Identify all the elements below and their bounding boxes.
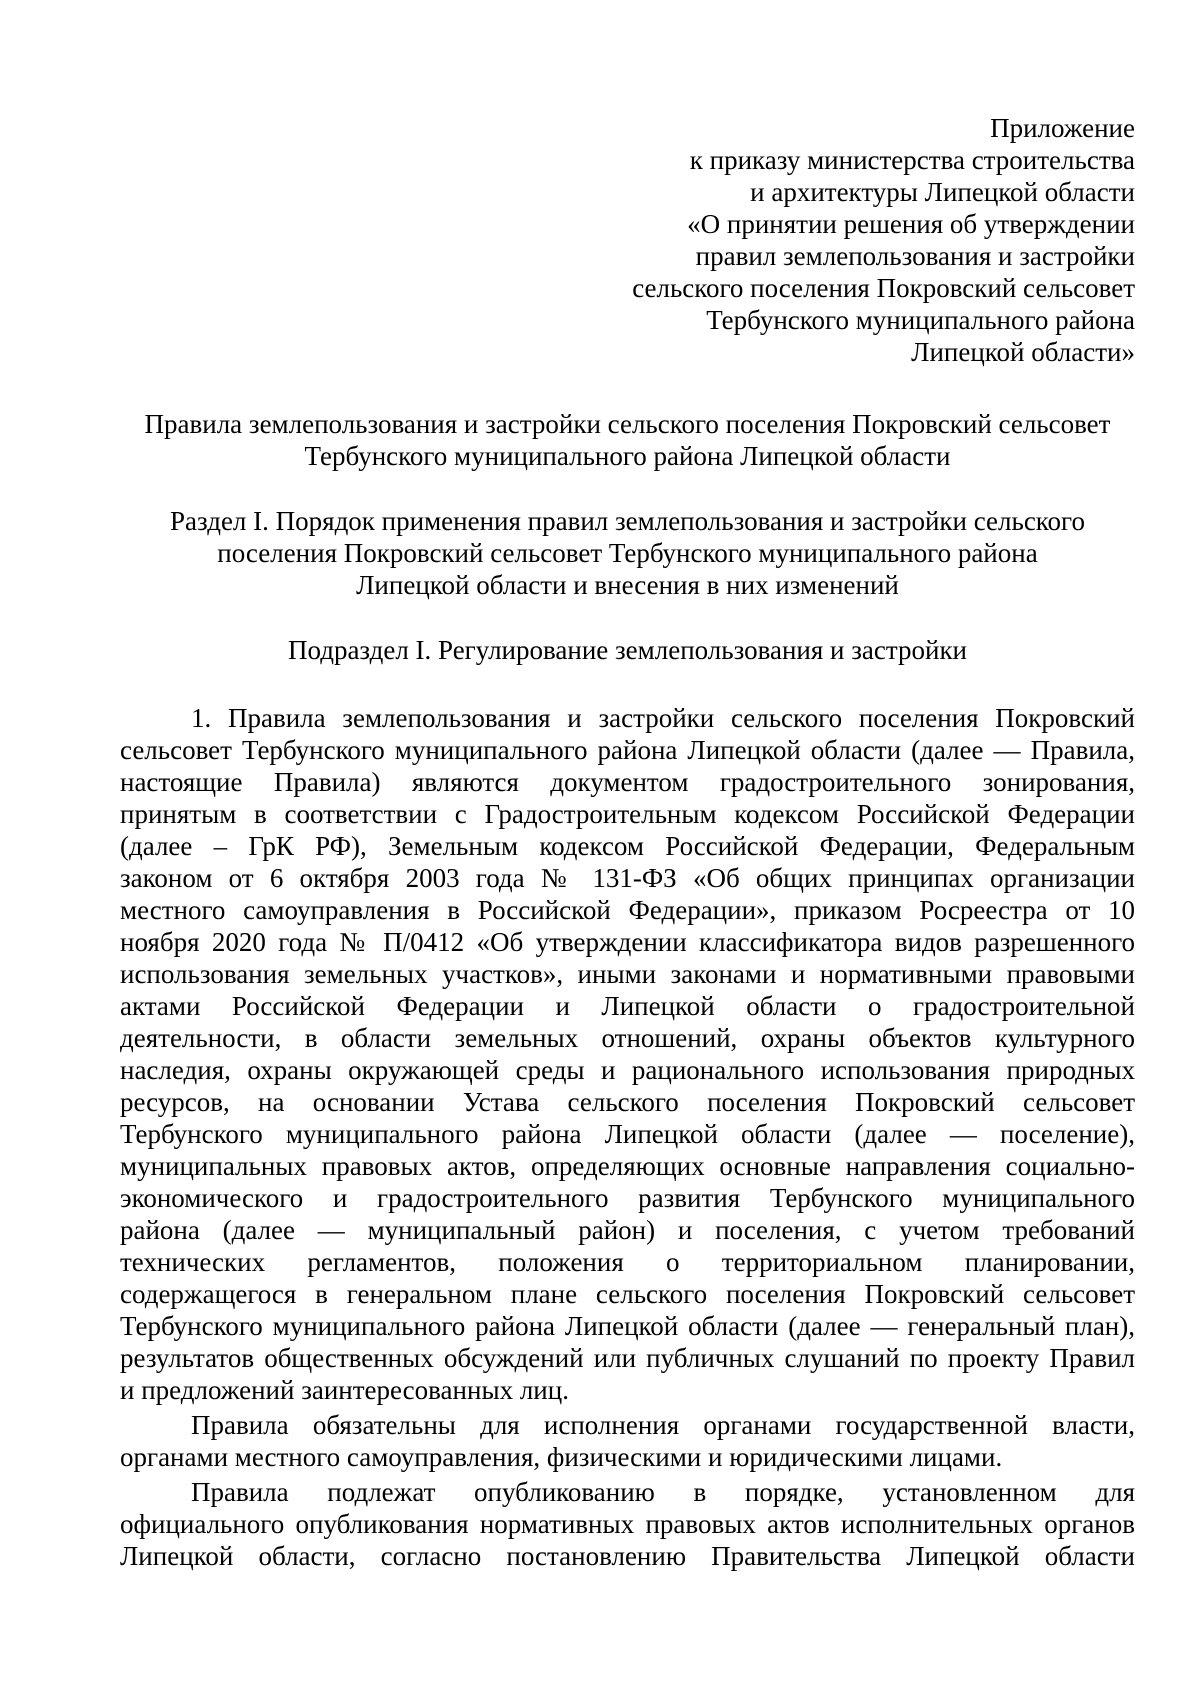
paragraph-line: Липецкой области, согласно постановлению Правительства Липецкой области [120,1541,1135,1571]
paragraph-line: органами местного самоуправления, физическими и юридическими лицами. [120,1442,1003,1472]
paragraph-line: наследия, охраны окружающей среды и рационального использования природных [120,1055,1135,1085]
approval-block [120,112,1135,368]
paragraph-2 [120,1409,1135,1473]
paragraph-3 [120,1476,1135,1572]
paragraph-line: деятельности, в области земельных отношений, охраны объектов культурного [120,1023,1135,1053]
approval-line: Тербунского муниципального района [706,305,1135,335]
approval-line: сельского поселения Покровский сельсовет [632,273,1135,303]
paragraph-line: района (далее — муниципальный район) и поселения, с учетом требований [120,1215,1135,1245]
approval-line: Приложение [990,113,1135,143]
subsection-heading: Подраздел I. Регулирование землепользования и застройки [287,635,968,665]
paragraph-line: Правила подлежат опубликованию в порядке, установленном для [191,1477,1135,1507]
approval-line: и архитектуры Липецкой области [750,177,1135,207]
paragraph-line: законом от 6 октября 2003 года № 131-ФЗ «Об общих принципах организации [120,863,1135,893]
paragraph-line: Тербунского муниципального района Липецкой области (далее — поселение), [120,1119,1135,1149]
paragraph-line: результатов общественных обсуждений или публичных слушаний по проекту Правил [120,1343,1135,1373]
paragraph-line: 1. Правила землепользования и застройки сельского поселения Покровский [191,703,1135,733]
paragraph-line: официального опубликования нормативных правовых актов исполнительных органов [120,1509,1135,1539]
section-heading [120,505,1135,601]
paragraph-line: Правила обязательны для исполнения органами государственной власти, [191,1410,1135,1440]
approval-line: Липецкой области» [911,337,1135,367]
approval-line: правил землепользования и застройки [695,241,1135,271]
paragraph-line: актами Российской Федерации и Липецкой области о градостроительной [120,991,1135,1021]
paragraph-line: технических регламентов, положения о территориальном планировании, [120,1247,1135,1277]
section-heading-line: Раздел I. Порядок применения правил землепользования и застройки сельского [170,506,1085,536]
section-heading-line: Липецкой области и внесения в них изменений [356,570,899,600]
paragraph-line: и предложений заинтересованных лиц. [120,1375,569,1405]
paragraph-line: местного самоуправления в Российской Федерации», приказом Росреестра от 10 [120,895,1135,925]
paragraph-line: экономического и градостроительного развития Тербунского муниципального [120,1183,1135,1213]
body-text [120,702,1135,1572]
section-heading-line: поселения Покровский сельсовет Тербунского муниципального района [217,538,1038,568]
paragraph-line: Тербунского муниципального района Липецкой области (далее — генеральный план), [120,1311,1135,1341]
paragraph-line: принятым в соответствии с Градостроительным кодексом Российской Федерации [120,799,1135,829]
approval-line: к приказу министерства строительства [689,145,1135,175]
document-title-line: Правила землепользования и застройки сельского поселения Покровский сельсовет [144,409,1111,439]
document-title-line: Тербунского муниципального района Липецкой области [304,441,951,471]
paragraph-line: сельсовет Тербунского муниципального района Липецкой области (далее — Правила, [120,735,1135,765]
paragraph-line: ресурсов, на основании Устава сельского поселения Покровский сельсовет [120,1087,1135,1117]
paragraph-line: настоящие Правила) являются документом градостроительного зонирования, [120,767,1135,797]
paragraph-1 [120,702,1135,1406]
paragraph-line: использования земельных участков», иными законами и нормативными правовыми [120,959,1135,989]
paragraph-line: содержащегося в генеральном плане сельского поселения Покровский сельсовет [120,1279,1135,1309]
document-title [120,408,1135,472]
paragraph-line: ноября 2020 года № П/0412 «Об утверждении классификатора видов разрешенного [120,927,1135,957]
document-page [120,112,1135,1572]
approval-line: «О принятии решения об утверждении [687,209,1135,239]
paragraph-line: (далее – ГрК РФ), Земельным кодексом Российской Федерации, Федеральным [120,831,1135,861]
paragraph-line: муниципальных правовых актов, определяющих основные направления социально- [120,1151,1135,1181]
